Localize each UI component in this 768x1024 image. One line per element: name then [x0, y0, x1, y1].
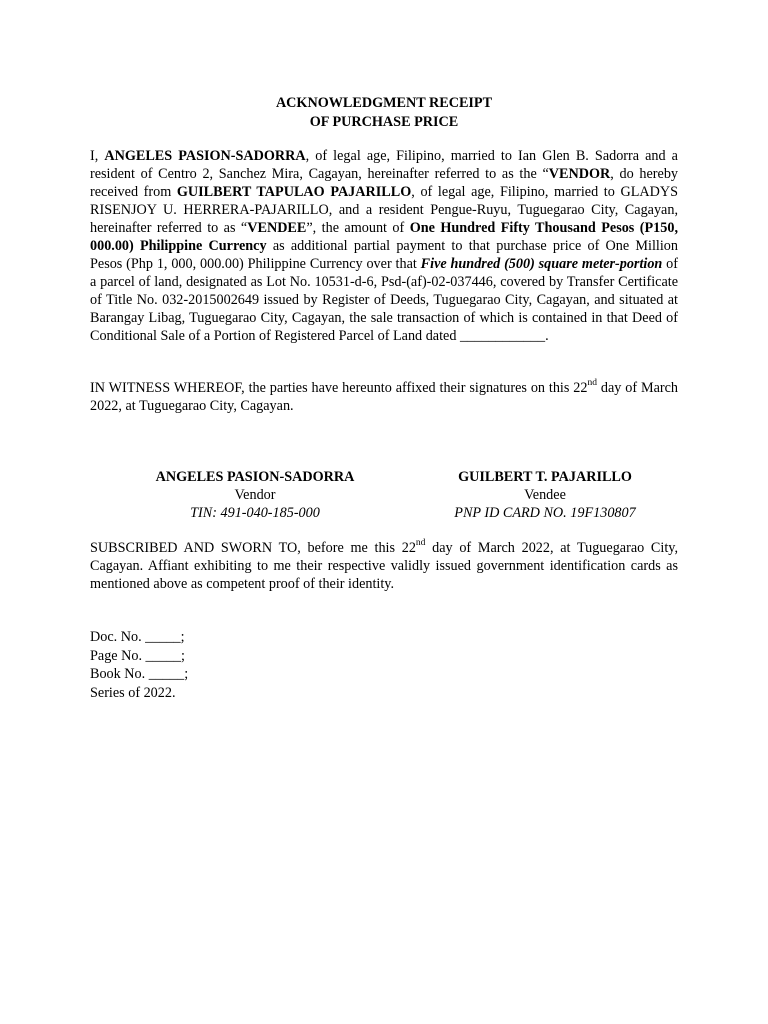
para1-text: ”, the amount of	[306, 220, 410, 236]
vendor-label: VENDOR	[548, 166, 611, 182]
doc-no: Doc. No. _____;	[90, 629, 185, 645]
para1-text: , of legal age, Filipino, married to Ian Glen B. Sadorra and a resident of Centro 2, Sanchez Mira, Cagayan, hereinafter referred to as the “	[90, 148, 678, 182]
vendor-tin: TIN: 491-040-185-000	[190, 505, 320, 521]
vendee-label: VENDEE	[247, 220, 307, 236]
para1-text: , do hereby received from	[90, 166, 679, 200]
series: Series of 2022.	[90, 684, 176, 701]
vendee-signature-block	[405, 468, 685, 522]
vendee-id-card: PNP ID CARD NO. 19F130807	[454, 505, 636, 521]
vendee-name: GUILBERT TAPULAO PAJARILLO	[176, 184, 412, 200]
vendor-role: Vendor	[234, 487, 276, 503]
para3-text: day of March 2022, at Tuguegarao City, Cagayan. Affiant exhibiting to me their respective validly issued government identification cards as mentioned above as competent proof of their identity.	[90, 540, 678, 592]
para2-text: IN WITNESS WHEREOF, the parties have hereunto affixed their signatures on this 22	[90, 380, 588, 396]
vendor-signatory-name: ANGELES PASION-SADORRA	[155, 469, 355, 485]
vendor-signature-block	[110, 468, 400, 522]
receipt-paragraph	[90, 147, 678, 345]
vendor-name: ANGELES PASION-SADORRA	[104, 148, 306, 164]
para2-text: day of March 2022, at Tuguegarao City, Cagayan.	[90, 380, 678, 414]
notarial-register	[90, 628, 390, 702]
portion-text: Five hundred (500) square meter-portion	[420, 256, 663, 272]
witness-paragraph	[90, 379, 678, 415]
para3-text: SUBSCRIBED AND SWORN TO, before me this 22	[90, 540, 416, 556]
vendee-signatory-name: GUILBERT T. PAJARILLO	[458, 469, 632, 485]
para1-text: as additional partial payment to that purchase price of One Million Pesos (Php 1, 000, 000.00) Philippine Currency over that	[90, 238, 678, 272]
ordinal-suffix: nd	[415, 538, 426, 549]
jurat-paragraph	[90, 539, 678, 593]
ordinal-suffix: nd	[587, 378, 597, 389]
page-no: Page No. _____;	[90, 647, 185, 664]
para1-text: , of legal age, Filipino, married to GLADYS RISENJOY U. HERRERA-PAJARILLO, and a resident Pengue-Ruyu, Tuguegarao City, Cagayan, hereinafter referred to as “	[90, 184, 678, 236]
book-no: Book No. _____;	[90, 666, 189, 682]
document-title-line1: ACKNOWLEDGMENT RECEIPT	[275, 95, 493, 111]
vendee-role: Vendee	[524, 487, 566, 503]
amount-text: One Hundred Fifty Thousand Pesos (P150, 000.00) Philippine Currency	[90, 220, 678, 254]
document-title-line2: OF PURCHASE PRICE	[309, 114, 459, 130]
para1-text: I,	[90, 148, 105, 164]
para1-text: of a parcel of land, designated as Lot No. 10531-d-6, Psd-(af)-02-037446, covered by Transfer Certificate of Title No. 032-2015002649 issued by Register of Deeds, Tuguegarao City, Cagayan, and situated at Barangay Libag, Tuguegarao City, Cagayan, the sale transaction of which is contained in that Deed of Conditional Sale of a Portion of Registered Parcel of Land dated ____________.	[90, 256, 679, 344]
